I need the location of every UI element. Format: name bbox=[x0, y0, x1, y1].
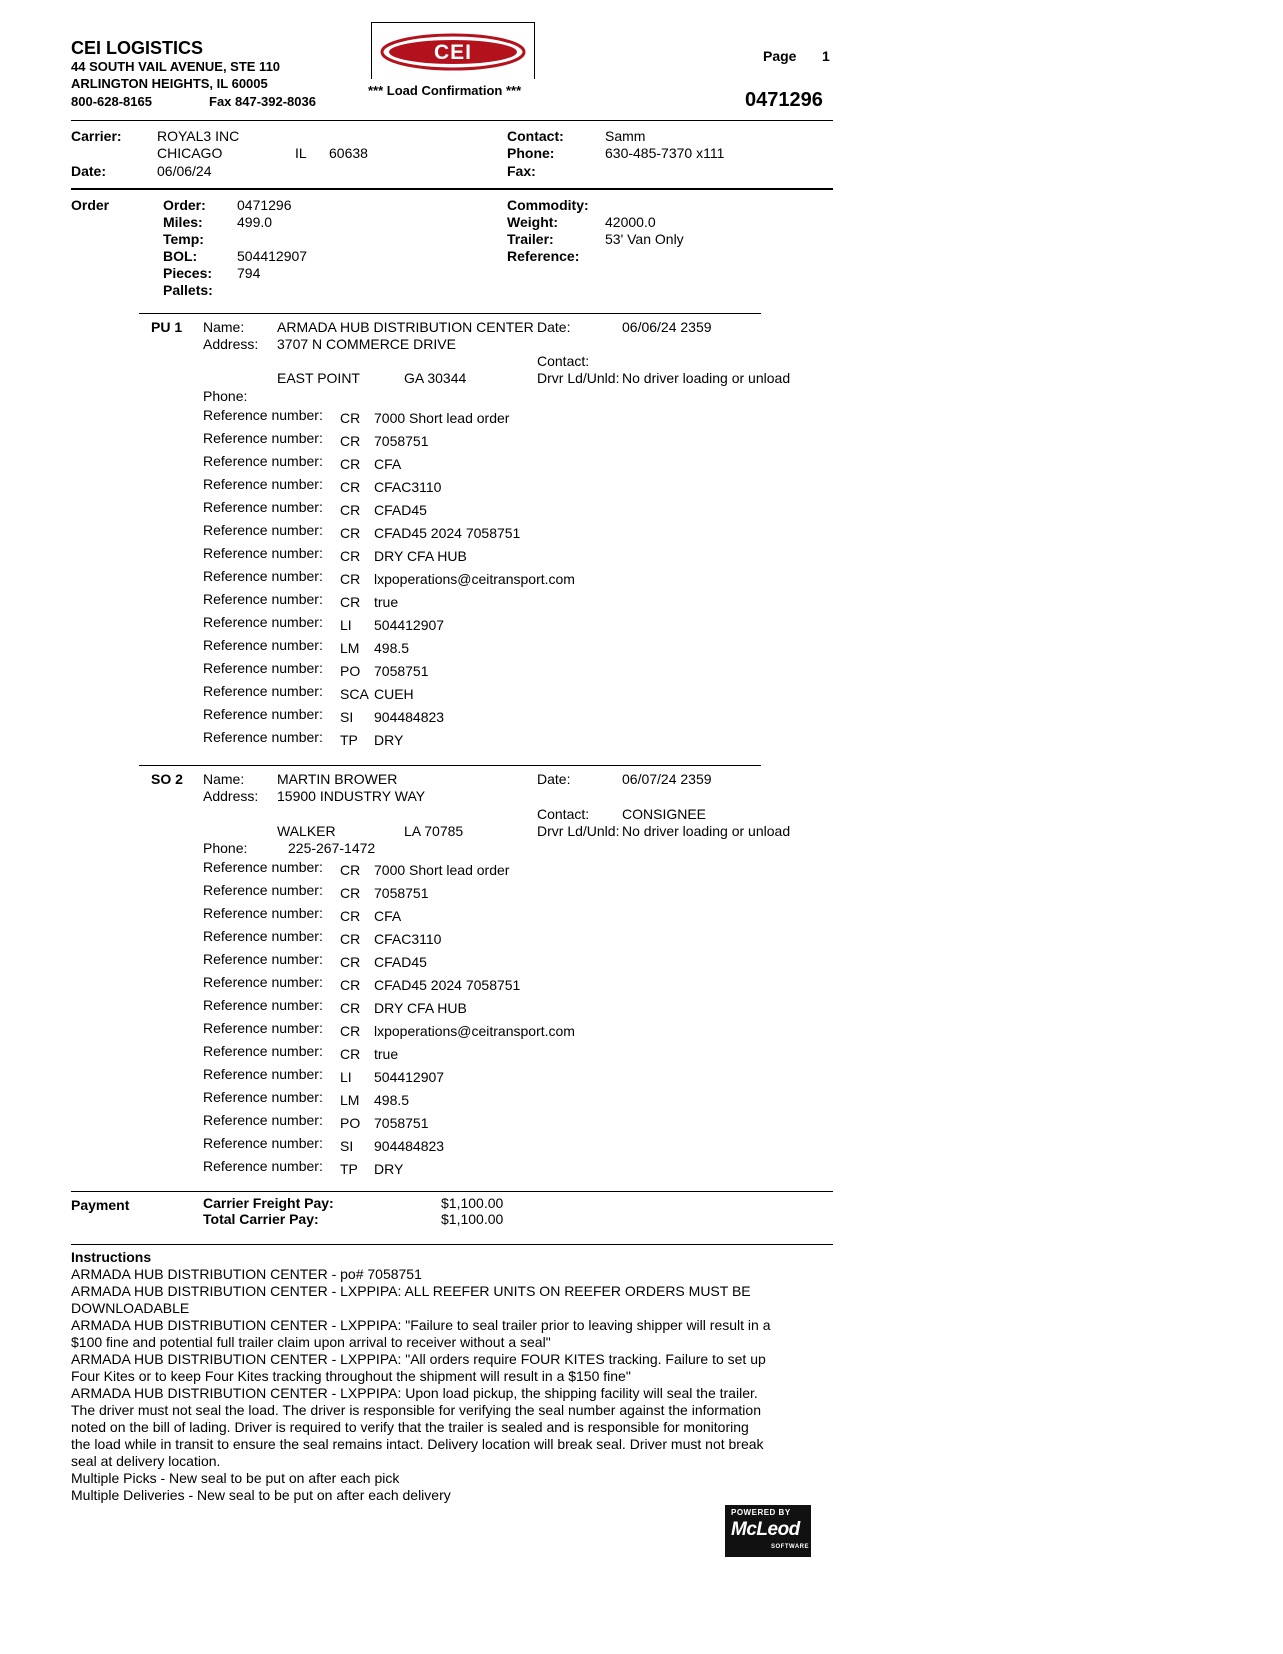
reference-row bbox=[203, 476, 703, 498]
pieces-value: 794 bbox=[237, 265, 261, 281]
instruction-line: Multiple Deliveries - New seal to be put on after each delivery bbox=[71, 1487, 451, 1503]
reference-label: Reference number: bbox=[203, 637, 323, 653]
reference-code: CR bbox=[340, 456, 361, 472]
powered-by-text: POWERED BY bbox=[731, 1508, 791, 1517]
reference-label: Reference number: bbox=[203, 568, 323, 584]
reference-value: 7058751 bbox=[374, 885, 429, 901]
reference-label: Reference number: bbox=[203, 905, 323, 921]
carrier-zip: 60638 bbox=[329, 145, 368, 161]
reference-label: Reference number: bbox=[203, 1112, 323, 1128]
logo-text: CEI bbox=[433, 41, 473, 64]
total-pay-label: Total Carrier Pay: bbox=[203, 1211, 319, 1227]
reference-value: lxpoperations@ceitransport.com bbox=[374, 1023, 575, 1039]
reference-value: 498.5 bbox=[374, 1092, 410, 1108]
reference-label: Reference number: bbox=[203, 951, 323, 967]
reference-label: Reference number: bbox=[203, 660, 323, 676]
stop-date-label: Date: bbox=[537, 771, 571, 787]
reference-label: Reference number: bbox=[203, 1135, 323, 1151]
reference-code: PO bbox=[340, 663, 361, 679]
reference-row bbox=[203, 683, 703, 705]
divider bbox=[139, 313, 761, 314]
carrier-date-label: Date: bbox=[71, 163, 107, 179]
reference-code: CR bbox=[340, 571, 361, 587]
reference-value: 504412907 bbox=[374, 617, 445, 633]
reference-label: Reference number: bbox=[203, 974, 323, 990]
reference-row bbox=[203, 522, 703, 544]
reference-label: Reference number: bbox=[203, 683, 323, 699]
bol-label: BOL: bbox=[163, 248, 198, 264]
weight-value: 42000.0 bbox=[605, 214, 656, 230]
carrier-phone-label: Phone: bbox=[507, 145, 555, 161]
company-address-2: ARLINGTON HEIGHTS, IL 60005 bbox=[71, 76, 268, 91]
reference-value: 504412907 bbox=[374, 1069, 445, 1085]
reference-row bbox=[203, 859, 703, 881]
page-number: 1 bbox=[822, 48, 830, 64]
reference-code: CR bbox=[340, 908, 361, 924]
stop-name-label: Name: bbox=[203, 771, 245, 787]
instruction-line: Multiple Picks - New seal to be put on after each pick bbox=[71, 1470, 400, 1486]
company-address-1: 44 SOUTH VAIL AVENUE, STE 110 bbox=[71, 59, 281, 74]
reference-code: CR bbox=[340, 433, 361, 449]
divider bbox=[71, 1244, 833, 1245]
reference-code: LI bbox=[340, 1069, 352, 1085]
mcleod-text: McLeod bbox=[731, 1519, 800, 1540]
stop-city: EAST POINT bbox=[277, 370, 360, 386]
stop-tag: SO 2 bbox=[151, 771, 183, 787]
reference-label: Reference number: bbox=[203, 1043, 323, 1059]
instructions-title: Instructions bbox=[71, 1249, 152, 1265]
doc-title: *** Load Confirmation *** bbox=[368, 83, 522, 98]
weight-label: Weight: bbox=[507, 214, 559, 230]
stop-driver: No driver loading or unload bbox=[622, 370, 791, 386]
freight-pay-label: Carrier Freight Pay: bbox=[203, 1195, 334, 1211]
carrier-fax-label: Fax: bbox=[507, 163, 536, 179]
reference-row bbox=[203, 974, 703, 996]
order-number: 0471296 bbox=[237, 197, 292, 213]
reference-row bbox=[203, 928, 703, 950]
stop-contact-label: Contact: bbox=[537, 806, 590, 822]
freight-pay-value: $1,100.00 bbox=[441, 1195, 504, 1211]
reference-row bbox=[203, 706, 703, 728]
reference-value: 498.5 bbox=[374, 640, 410, 656]
reference-label: Reference number: bbox=[203, 407, 323, 423]
instruction-line: ARMADA HUB DISTRIBUTION CENTER - LXPPIPA: "All orders require FOUR KITES tracking. Failure to set up Four Kites or to keep Four Kites tracking throughout the shipment will result in a $150 fine" bbox=[71, 1351, 766, 1384]
reference-code: CR bbox=[340, 1000, 361, 1016]
reference-row bbox=[203, 905, 703, 927]
reference-code: CR bbox=[340, 594, 361, 610]
cei-logo bbox=[371, 22, 535, 79]
stop-phone: 225-267-1472 bbox=[288, 840, 376, 856]
trailer-label: Trailer: bbox=[507, 231, 554, 247]
reference-row bbox=[203, 407, 703, 429]
reference-label: Reference number: bbox=[203, 928, 323, 944]
reference-row bbox=[203, 430, 703, 452]
instruction-line: ARMADA HUB DISTRIBUTION CENTER - LXPPIPA: "Failure to seal trailer prior to leaving shipper will result in a $100 fine and potential full trailer claim upon arrival to receiver without a seal" bbox=[71, 1317, 771, 1350]
pallets-label: Pallets: bbox=[163, 282, 213, 298]
page-label: Page bbox=[763, 48, 797, 64]
reference-row bbox=[203, 1066, 703, 1088]
stop-driver: No driver loading or unload bbox=[622, 823, 791, 839]
stop-phone-label: Phone: bbox=[203, 388, 248, 404]
reference-code: CR bbox=[340, 931, 361, 947]
reference-code: SCA bbox=[340, 686, 369, 702]
stop-name: MARTIN BROWER bbox=[277, 771, 398, 787]
reference-code: PO bbox=[340, 1115, 361, 1131]
stop-contact: CONSIGNEE bbox=[622, 806, 707, 822]
reference-row bbox=[203, 614, 703, 636]
reference-code: TP bbox=[340, 732, 358, 748]
reference-code: TP bbox=[340, 1161, 358, 1177]
reference-value: true bbox=[374, 594, 399, 610]
commodity-label: Commodity: bbox=[507, 197, 589, 213]
reference-row bbox=[203, 660, 703, 682]
stop-address: 3707 N COMMERCE DRIVE bbox=[277, 336, 456, 352]
reference-code: SI bbox=[340, 709, 354, 725]
reference-label: Reference number: bbox=[203, 1158, 323, 1174]
carrier-label: Carrier: bbox=[71, 128, 122, 144]
reference-row bbox=[203, 1158, 703, 1180]
mcleod-logo bbox=[725, 1505, 811, 1557]
carrier-contact-label: Contact: bbox=[507, 128, 564, 144]
stop-city: WALKER bbox=[277, 823, 336, 839]
reference-value: CFA bbox=[374, 456, 402, 472]
reference-row bbox=[203, 1112, 703, 1134]
order-section-label: Order bbox=[71, 197, 110, 213]
carrier-state: IL bbox=[295, 145, 307, 161]
reference-code: LM bbox=[340, 1092, 360, 1108]
reference-label: Reference number: bbox=[203, 997, 323, 1013]
carrier-contact: Samm bbox=[605, 128, 646, 144]
divider bbox=[139, 765, 761, 766]
reference-value: 7058751 bbox=[374, 1115, 429, 1131]
reference-label: Reference number: bbox=[203, 882, 323, 898]
reference-code: CR bbox=[340, 548, 361, 564]
reference-code: LI bbox=[340, 617, 352, 633]
stop-state-zip: GA 30344 bbox=[404, 370, 467, 386]
reference-row bbox=[203, 637, 703, 659]
reference-value: CFAD45 bbox=[374, 954, 427, 970]
reference-value: CFAC3110 bbox=[374, 931, 442, 947]
divider bbox=[71, 188, 833, 190]
reference-code: CR bbox=[340, 977, 361, 993]
reference-label: Reference number: bbox=[203, 476, 323, 492]
reference-value: 904484823 bbox=[374, 709, 445, 725]
reference-label: Reference number: bbox=[203, 545, 323, 561]
reference-label: Reference number: bbox=[203, 591, 323, 607]
reference-value: DRY CFA HUB bbox=[374, 548, 467, 564]
reference-value: DRY bbox=[374, 732, 404, 748]
miles-value: 499.0 bbox=[237, 214, 273, 230]
reference-code: CR bbox=[340, 502, 361, 518]
reference-code: LM bbox=[340, 640, 360, 656]
stop-address-label: Address: bbox=[203, 336, 259, 352]
reference-code: CR bbox=[340, 954, 361, 970]
total-pay-value: $1,100.00 bbox=[441, 1211, 504, 1227]
divider bbox=[71, 1191, 833, 1192]
reference-value: DRY CFA HUB bbox=[374, 1000, 467, 1016]
reference-row bbox=[203, 591, 703, 613]
reference-row bbox=[203, 1135, 703, 1157]
reference-code: CR bbox=[340, 862, 361, 878]
reference-value: 7058751 bbox=[374, 433, 429, 449]
cei-logo-graphic bbox=[372, 23, 534, 79]
carrier-phone: 630-485-7370 x111 bbox=[605, 145, 725, 161]
reference-code: CR bbox=[340, 1046, 361, 1062]
reference-value: 7000 Short lead order bbox=[374, 862, 510, 878]
stop-driver-label: Drvr Ld/Unld: bbox=[537, 370, 620, 386]
temp-label: Temp: bbox=[163, 231, 204, 247]
reference-label: Reference number: bbox=[203, 706, 323, 722]
reference-row bbox=[203, 951, 703, 973]
reference-value: CFAC3110 bbox=[374, 479, 442, 495]
reference-label: Reference: bbox=[507, 248, 580, 264]
reference-code: CR bbox=[340, 1023, 361, 1039]
company-phone: 800-628-8165 bbox=[71, 94, 152, 109]
software-text: SOFTWARE bbox=[771, 1544, 809, 1550]
reference-value: 904484823 bbox=[374, 1138, 445, 1154]
reference-row bbox=[203, 568, 703, 590]
stop-tag: PU 1 bbox=[151, 319, 183, 335]
reference-value: CFA bbox=[374, 908, 402, 924]
reference-row bbox=[203, 1020, 703, 1042]
stop-date: 06/07/24 2359 bbox=[622, 771, 712, 787]
payment-section-label: Payment bbox=[71, 1197, 130, 1213]
reference-value: 7058751 bbox=[374, 663, 429, 679]
pieces-label: Pieces: bbox=[163, 265, 213, 281]
reference-label: Reference number: bbox=[203, 1066, 323, 1082]
reference-code: CR bbox=[340, 410, 361, 426]
reference-row bbox=[203, 499, 703, 521]
stop-driver-label: Drvr Ld/Unld: bbox=[537, 823, 620, 839]
stop-state-zip: LA 70785 bbox=[404, 823, 464, 839]
reference-value: lxpoperations@ceitransport.com bbox=[374, 571, 575, 587]
reference-code: CR bbox=[340, 479, 361, 495]
stop-contact-label: Contact: bbox=[537, 353, 590, 369]
reference-row bbox=[203, 997, 703, 1019]
trailer-value: 53' Van Only bbox=[605, 231, 684, 247]
reference-label: Reference number: bbox=[203, 430, 323, 446]
instruction-line: ARMADA HUB DISTRIBUTION CENTER - LXPPIPA: ALL REEFER UNITS ON REEFER ORDERS MUST BE DOWNLOADABLE bbox=[71, 1283, 751, 1316]
instructions-list bbox=[71, 1266, 771, 1504]
reference-label: Reference number: bbox=[203, 729, 323, 745]
stop-date: 06/06/24 2359 bbox=[622, 319, 712, 335]
reference-row bbox=[203, 882, 703, 904]
carrier-date: 06/06/24 bbox=[157, 163, 212, 179]
company-name: CEI LOGISTICS bbox=[71, 38, 204, 58]
reference-value: true bbox=[374, 1046, 399, 1062]
reference-value: CFAD45 2024 7058751 bbox=[374, 525, 521, 541]
reference-row bbox=[203, 453, 703, 475]
reference-value: CUEH bbox=[374, 686, 414, 702]
order-label: Order: bbox=[163, 197, 206, 213]
divider bbox=[71, 120, 833, 121]
reference-label: Reference number: bbox=[203, 453, 323, 469]
reference-label: Reference number: bbox=[203, 499, 323, 515]
reference-label: Reference number: bbox=[203, 859, 323, 875]
reference-value: CFAD45 bbox=[374, 502, 427, 518]
reference-row bbox=[203, 1089, 703, 1111]
reference-value: 7000 Short lead order bbox=[374, 410, 510, 426]
miles-label: Miles: bbox=[163, 214, 203, 230]
company-fax: Fax 847-392-8036 bbox=[209, 94, 316, 109]
reference-code: SI bbox=[340, 1138, 354, 1154]
bol-value: 504412907 bbox=[237, 248, 308, 264]
reference-label: Reference number: bbox=[203, 614, 323, 630]
instruction-line: ARMADA HUB DISTRIBUTION CENTER - LXPPIPA: Upon load pickup, the shipping facility will seal the trailer. The driver must not seal the load. The driver is responsible for verifying the seal number against the information noted on the bill of lading. Driver is required to verify that the trailer is sealed and is responsible for monitoring the load while in transit to ensure the seal remains intact. Delivery location will break seal. Driver must not break seal at delivery location. bbox=[71, 1385, 764, 1469]
reference-value: DRY bbox=[374, 1161, 404, 1177]
stop-date-label: Date: bbox=[537, 319, 571, 335]
reference-code: CR bbox=[340, 525, 361, 541]
stop-name-label: Name: bbox=[203, 319, 245, 335]
stop-address-label: Address: bbox=[203, 788, 259, 804]
reference-code: CR bbox=[340, 885, 361, 901]
doc-number: 0471296 bbox=[745, 89, 823, 111]
reference-label: Reference number: bbox=[203, 1089, 323, 1105]
reference-label: Reference number: bbox=[203, 522, 323, 538]
stop-name: ARMADA HUB DISTRIBUTION CENTER bbox=[277, 319, 534, 335]
reference-row bbox=[203, 729, 703, 751]
stop-phone-label: Phone: bbox=[203, 840, 248, 856]
reference-row bbox=[203, 1043, 703, 1065]
carrier-city: CHICAGO bbox=[157, 145, 223, 161]
carrier-name: ROYAL3 INC bbox=[157, 128, 240, 144]
reference-label: Reference number: bbox=[203, 1020, 323, 1036]
reference-row bbox=[203, 545, 703, 567]
reference-value: CFAD45 2024 7058751 bbox=[374, 977, 521, 993]
instruction-line: ARMADA HUB DISTRIBUTION CENTER - po# 7058751 bbox=[71, 1266, 422, 1282]
stop-address: 15900 INDUSTRY WAY bbox=[277, 788, 426, 804]
